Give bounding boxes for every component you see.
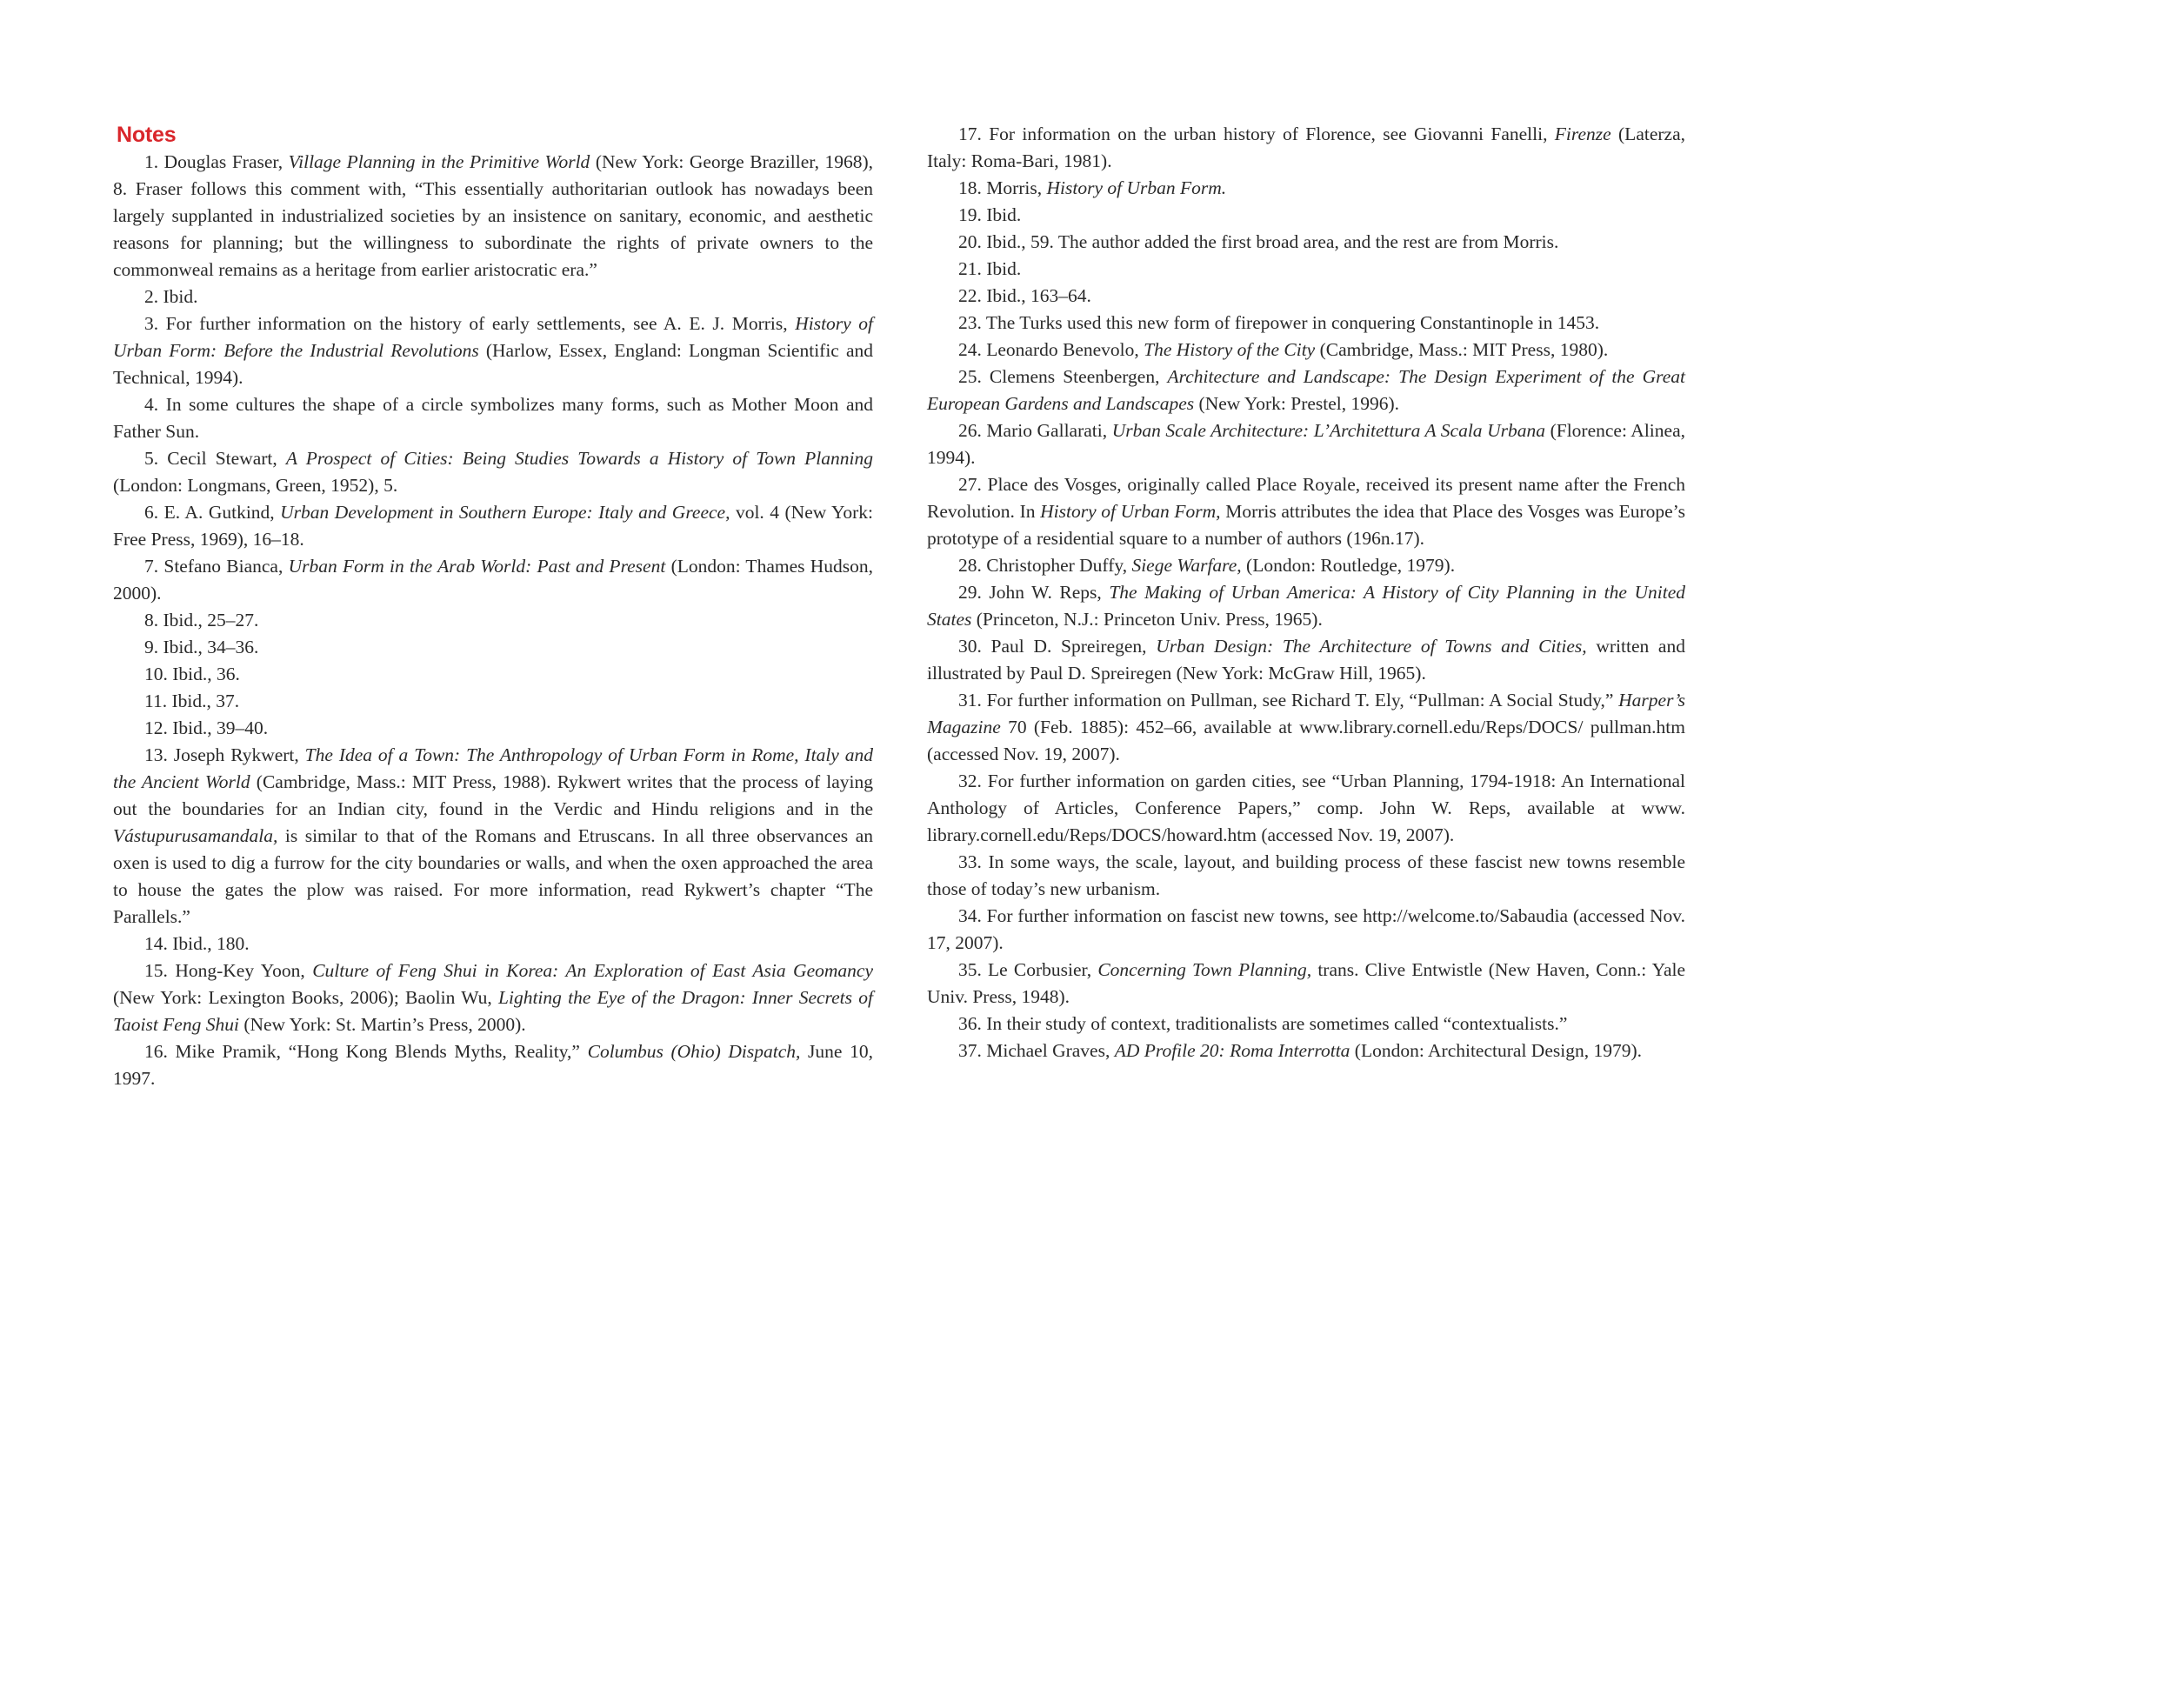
note-text: 26. Mario Gallarati, bbox=[958, 420, 1112, 441]
note-text: (London: Longmans, Green, 1952), 5. bbox=[113, 475, 398, 496]
note-item bbox=[927, 957, 1685, 1011]
note-text: (Harlow, Essex, England: Longman Scientific and Technical, 1994). bbox=[113, 340, 873, 388]
notes-column-left bbox=[113, 122, 873, 1092]
note-item bbox=[113, 553, 873, 607]
note-text: 70 (Feb. 1885): 452–66, available at www.library.cornell.edu/Reps/DOCS/ pullman.htm (accessed Nov. 19, 2007). bbox=[927, 717, 1685, 764]
note-title-italic: Siege Warfare, bbox=[1131, 555, 1242, 576]
note-text: (London: Routledge, 1979). bbox=[1241, 555, 1456, 576]
note-title-italic: Urban Form in the Arab World: Past and Present bbox=[288, 556, 666, 577]
note-item bbox=[927, 337, 1685, 364]
note-text: 20. Ibid., 59. The author added the first broad area, and the rest are from Morris. bbox=[958, 231, 1559, 252]
note-item bbox=[927, 687, 1685, 768]
notes-heading: Notes bbox=[117, 123, 177, 147]
note-text: 5. Cecil Stewart, bbox=[144, 448, 286, 469]
note-item bbox=[113, 661, 873, 688]
note-title-italic: Harper’s Magazine bbox=[927, 690, 1685, 737]
note-text: (Laterza, Italy: Roma-Bari, 1981). bbox=[927, 123, 1685, 171]
note-title-italic: Architecture and Landscape: The Design Experiment of the Great European Gardens and Landscapes bbox=[927, 366, 1685, 414]
note-item bbox=[113, 445, 873, 499]
note-text: 14. Ibid., 180. bbox=[144, 933, 250, 954]
note-title-italic: History of Urban Form, bbox=[1040, 501, 1221, 522]
note-text: 35. Le Corbusier, bbox=[958, 959, 1098, 980]
note-item bbox=[927, 579, 1685, 633]
note-text: 37. Michael Graves, bbox=[958, 1040, 1115, 1061]
note-title-italic: Urban Development in Southern Europe: Italy and Greece, bbox=[280, 502, 730, 523]
note-item bbox=[927, 471, 1685, 552]
note-item bbox=[927, 256, 1685, 283]
note-item bbox=[927, 310, 1685, 337]
note-item bbox=[113, 284, 873, 310]
note-text: (New York: Lexington Books, 2006); Baolin Wu, bbox=[113, 987, 499, 1008]
note-item bbox=[927, 121, 1685, 175]
note-text: 27. Place des Vosges, originally called Place Royale, received its present name after the French Revolution. In bbox=[927, 474, 1685, 522]
note-item bbox=[927, 849, 1685, 903]
note-text: 3. For further information on the history of early settlements, see A. E. J. Morris, bbox=[144, 313, 796, 334]
note-text: 24. Leonardo Benevolo, bbox=[958, 339, 1144, 360]
note-text: (New York: St. Martin’s Press, 2000). bbox=[238, 1014, 526, 1035]
note-item bbox=[927, 633, 1685, 687]
note-text: 25. Clemens Steenbergen, bbox=[958, 366, 1168, 387]
note-title-italic: AD Profile 20: Roma Interrotta bbox=[1114, 1040, 1350, 1061]
note-text: 9. Ibid., 34–36. bbox=[144, 637, 259, 657]
note-text: 34. For further information on fascist new towns, see http://welcome.to/Sabaudia (accessed Nov. 17, 2007). bbox=[927, 905, 1685, 953]
note-text: 28. Christopher Duffy, bbox=[958, 555, 1132, 576]
note-text: 17. For information on the urban history of Florence, see Giovanni Fanelli, bbox=[958, 123, 1555, 144]
note-text: (London: Architectural Design, 1979). bbox=[1350, 1040, 1642, 1061]
note-title-italic: History of Urban Form. bbox=[1046, 177, 1227, 198]
note-title-italic: Village Planning in the Primitive World bbox=[288, 151, 590, 172]
note-title-italic: A Prospect of Cities: Being Studies Towards a History of Town Planning bbox=[285, 448, 873, 469]
note-text: Morris attributes the idea that Place des Vosges was Europe’s prototype of a residential square to a number of authors (196n.17). bbox=[927, 501, 1685, 549]
note-text: (London: Thames Hudson, 2000). bbox=[113, 556, 873, 604]
note-item bbox=[927, 229, 1685, 256]
note-text: 30. Paul D. Spreiregen, bbox=[958, 636, 1157, 657]
note-text: (New York: Prestel, 1996). bbox=[1194, 393, 1400, 414]
note-item bbox=[927, 364, 1685, 417]
note-text: (New York: George Braziller, 1968), 8. Fraser follows this comment with, “This essentially authoritarian outlook has nowadays been largely supplanted in industrialized societies by an insistence on sanitary, economic, and aesthetic reasons for planning; but the willingness to subordinate the rights of private owners to the commonweal remains as a heritage from earlier aristocratic era.” bbox=[113, 151, 873, 280]
note-text: 32. For further information on garden cities, see “Urban Planning, 1794-1918: An International Anthology of Articles, Conference Papers,” comp. John W. Reps, available at www. library.cornell.edu/Reps/DOCS/howard.htm (accessed Nov. 19, 2007). bbox=[927, 771, 1685, 845]
note-text: vol. 4 (New York: Free Press, 1969), 16–18. bbox=[113, 502, 873, 550]
note-item bbox=[113, 149, 873, 284]
note-text: 12. Ibid., 39–40. bbox=[144, 717, 269, 738]
note-title-italic: Lighting the Eye of the Dragon: Inner Secrets of Taoist Feng Shui bbox=[113, 987, 873, 1035]
note-title-italic: Vástupurusamandala, bbox=[113, 825, 278, 846]
note-item bbox=[113, 391, 873, 445]
note-text: 29. John W. Reps, bbox=[958, 582, 1110, 603]
note-text: trans. Clive Entwistle (New Haven, Conn.: Yale Univ. Press, 1948). bbox=[927, 959, 1686, 1007]
note-item bbox=[927, 417, 1685, 471]
note-text: 36. In their study of context, traditionalists are sometimes called “contextualists.” bbox=[958, 1013, 1568, 1034]
note-title-italic: The History of the City bbox=[1144, 339, 1316, 360]
note-item bbox=[927, 175, 1685, 202]
note-text: is similar to that of the Romans and Etruscans. In all three observances an oxen is used to dig a furrow for the city boundaries or walls, and when the oxen approached the area to house the gates the plow was raised. For more information, read Rykwert’s chapter “The Parallels.” bbox=[113, 825, 873, 927]
note-text: 31. For further information on Pullman, see Richard T. Ely, “Pullman: A Social Study,” bbox=[958, 690, 1619, 711]
note-item bbox=[113, 1038, 873, 1092]
note-item bbox=[113, 634, 873, 661]
note-item bbox=[113, 310, 873, 391]
note-item bbox=[113, 499, 873, 553]
note-text: (Princeton, N.J.: Princeton Univ. Press, 1965). bbox=[971, 609, 1323, 630]
note-title-italic: Concerning Town Planning, bbox=[1097, 959, 1312, 980]
note-text: 16. Mike Pramik, “Hong Kong Blends Myths, Reality,” bbox=[144, 1041, 588, 1062]
note-text: (Cambridge, Mass.: MIT Press, 1988). Rykwert writes that the process of laying out the boundaries for an Indian city, found in the Verdic and Hindu religions and in the bbox=[113, 771, 873, 819]
note-item bbox=[113, 607, 873, 634]
note-item bbox=[927, 1011, 1685, 1037]
note-text: 19. Ibid. bbox=[958, 204, 1022, 225]
note-text: 6. E. A. Gutkind, bbox=[144, 502, 281, 523]
note-item bbox=[927, 1037, 1685, 1064]
note-item bbox=[113, 742, 873, 931]
note-text: 2. Ibid. bbox=[144, 286, 198, 307]
note-text: 11. Ibid., 37. bbox=[144, 691, 240, 711]
note-text: 23. The Turks used this new form of firepower in conquering Constantinople in 1453. bbox=[958, 312, 1600, 333]
note-text: June 10, 1997. bbox=[113, 1041, 873, 1089]
note-item bbox=[927, 903, 1685, 957]
note-text: 21. Ibid. bbox=[958, 258, 1022, 279]
note-item bbox=[927, 283, 1685, 310]
note-text: (Florence: Alinea, 1994). bbox=[927, 420, 1685, 468]
note-title-italic: Firenze bbox=[1554, 123, 1611, 144]
note-text: 13. Joseph Rykwert, bbox=[144, 744, 305, 765]
note-text: 4. In some cultures the shape of a circle symbolizes many forms, such as Mother Moon and Father Sun. bbox=[113, 394, 873, 442]
note-text: 8. Ibid., 25–27. bbox=[144, 610, 259, 630]
note-item bbox=[113, 715, 873, 742]
note-item bbox=[927, 768, 1685, 849]
note-item bbox=[927, 202, 1685, 229]
note-item bbox=[927, 552, 1685, 579]
note-title-italic: Columbus (Ohio) Dispatch, bbox=[587, 1041, 801, 1062]
note-item bbox=[113, 957, 873, 1038]
note-title-italic: The Making of Urban America: A History of City Planning in the United States bbox=[927, 582, 1685, 630]
note-item bbox=[113, 931, 873, 957]
note-text: 1. Douglas Fraser, bbox=[144, 151, 289, 172]
note-text: 18. Morris, bbox=[958, 177, 1047, 198]
note-title-italic: Urban Scale Architecture: L’Architettura A Scala Urbana bbox=[1111, 420, 1546, 441]
note-item bbox=[113, 688, 873, 715]
note-title-italic: Culture of Feng Shui in Korea: An Exploration of East Asia Geomancy bbox=[312, 960, 873, 981]
note-text: 15. Hong-Key Yoon, bbox=[144, 960, 313, 981]
note-text: 33. In some ways, the scale, layout, and building process of these fascist new towns resemble those of today’s new urbanism. bbox=[927, 851, 1685, 899]
note-text: 10. Ibid., 36. bbox=[144, 664, 240, 684]
note-text: (Cambridge, Mass.: MIT Press, 1980). bbox=[1315, 339, 1609, 360]
notes-column-right bbox=[927, 121, 1685, 1064]
note-text: written and illustrated by Paul D. Spreiregen (New York: McGraw Hill, 1965). bbox=[927, 636, 1685, 684]
note-title-italic: Urban Design: The Architecture of Towns and Cities, bbox=[1156, 636, 1587, 657]
note-title-italic: History of Urban Form: Before the Industrial Revolutions bbox=[113, 313, 873, 361]
note-text: 7. Stefano Bianca, bbox=[144, 556, 289, 577]
note-text: 22. Ibid., 163–64. bbox=[958, 285, 1091, 306]
note-title-italic: The Idea of a Town: The Anthropology of Urban Form in Rome, Italy and the Ancient World bbox=[113, 744, 873, 792]
